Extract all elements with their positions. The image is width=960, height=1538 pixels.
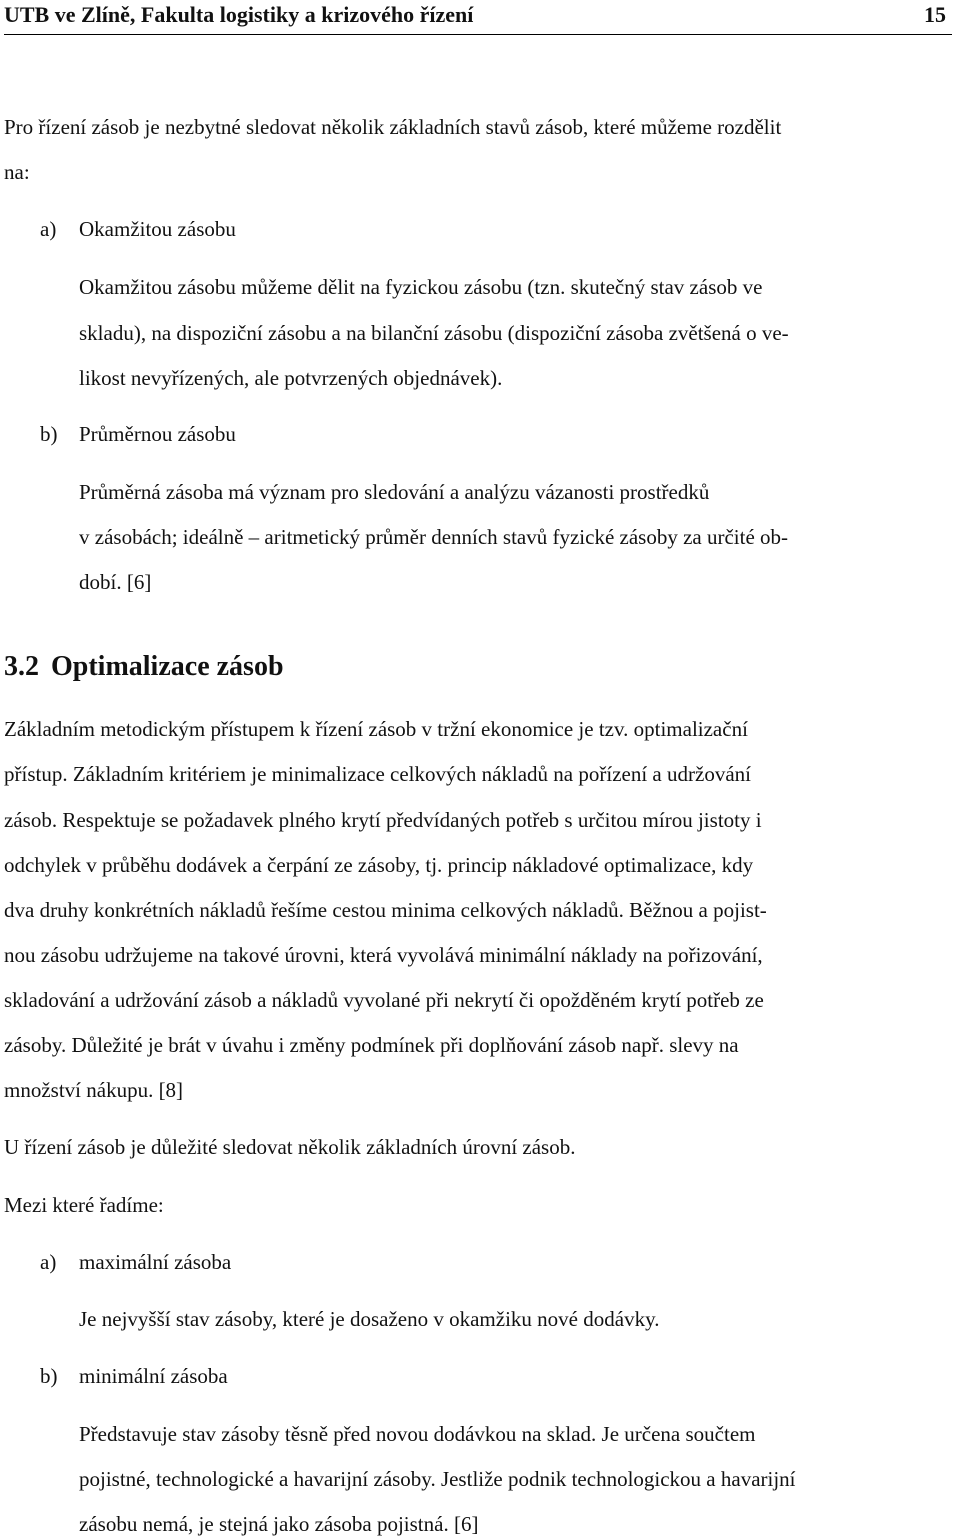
list2-b-text-line: pojistné, technologické a havarijní zásoby. Jestliže podnik technologickou a havarijní (79, 1467, 796, 1491)
section-heading (4, 650, 284, 684)
list1-a-text-line: likost nevyřízených, ale potvrzených objednávek). (79, 366, 503, 390)
list1-b-title: Průměrnou zásobu (79, 422, 236, 446)
section-number: 3.2 (4, 651, 39, 682)
levels-lead: Mezi které řadíme: (4, 1193, 164, 1217)
list2-a-title: maximální zásoba (79, 1250, 232, 1274)
paragraph-line: nou zásobu udržujeme na takové úrovni, která vyvolává minimální náklady na pořizování, (4, 943, 763, 967)
page-header (4, 0, 952, 35)
list1-a-text-line: skladu), na dispoziční zásobu a na bilanční zásobu (dispoziční zásoba zvětšená o ve- (79, 321, 789, 345)
list2-b-text-line: Představuje stav zásoby těsně před novou dodávkou na sklad. Je určena součtem (79, 1422, 756, 1446)
list1-b-text-line: v zásobách; ideálně – aritmetický průměr denních stavů fyzické zásoby za určité ob- (79, 525, 789, 549)
list1-b-text-line: dobí. [6] (79, 570, 152, 594)
levels-intro: U řízení zásob je důležité sledovat několik základních úrovní zásob. (4, 1135, 576, 1159)
paragraph-line: Základním metodickým přístupem k řízení zásob v tržní ekonomice je tzv. optimalizační (4, 717, 748, 741)
list1-a-title: Okamžitou zásobu (79, 217, 236, 241)
header-title: UTB ve Zlíně, Fakulta logistiky a krizového řízení (4, 2, 474, 27)
list2-a-label: a) (40, 1250, 57, 1274)
intro-line-1: Pro řízení zásob je nezbytné sledovat několik základních stavů zásob, které můžeme rozdělit (4, 115, 782, 139)
paragraph-line: přístup. Základním kritériem je minimalizace celkových nákladů na pořízení a udržování (4, 762, 751, 786)
list2-b-text-line: zásobu nemá, je stejná jako zásoba pojistná. [6] (79, 1512, 479, 1536)
intro-line-2: na: (4, 160, 30, 184)
list2-b-label: b) (40, 1364, 58, 1388)
list2-b-title: minimální zásoba (79, 1364, 228, 1388)
list1-b-label: b) (40, 422, 58, 446)
paragraph-line: odchylek v průběhu dodávek a čerpání ze zásoby, tj. princip nákladové optimalizace, kdy (4, 853, 754, 877)
list1-b-text-line: Průměrná zásoba má význam pro sledování a analýzu vázanosti prostředků (79, 480, 710, 504)
section-title: Optimalizace zásob (51, 651, 284, 682)
list1-a-label: a) (40, 217, 57, 241)
paragraph-line: skladování a udržování zásob a nákladů vyvolané při nekrytí či opožděném krytí potřeb ze (4, 988, 764, 1012)
page-number: 15 (924, 2, 946, 27)
paragraph-line: zásoby. Důležité je brát v úvahu i změny podmínek při doplňování zásob např. slevy na (4, 1033, 739, 1057)
paragraph-line: dva druhy konkrétních nákladů řešíme cestou minima celkových nákladů. Běžnou a pojist- (4, 898, 767, 922)
list1-a-text-line: Okamžitou zásobu můžeme dělit na fyzickou zásobu (tzn. skutečný stav zásob ve (79, 275, 763, 299)
paragraph-line: zásob. Respektuje se požadavek plného krytí předvídaných potřeb s určitou mírou jistoty i (4, 808, 762, 832)
list2-a-text: Je nejvyšší stav zásoby, které je dosaženo v okamžiku nové dodávky. (79, 1307, 660, 1331)
paragraph-line: množství nákupu. [8] (4, 1078, 184, 1102)
